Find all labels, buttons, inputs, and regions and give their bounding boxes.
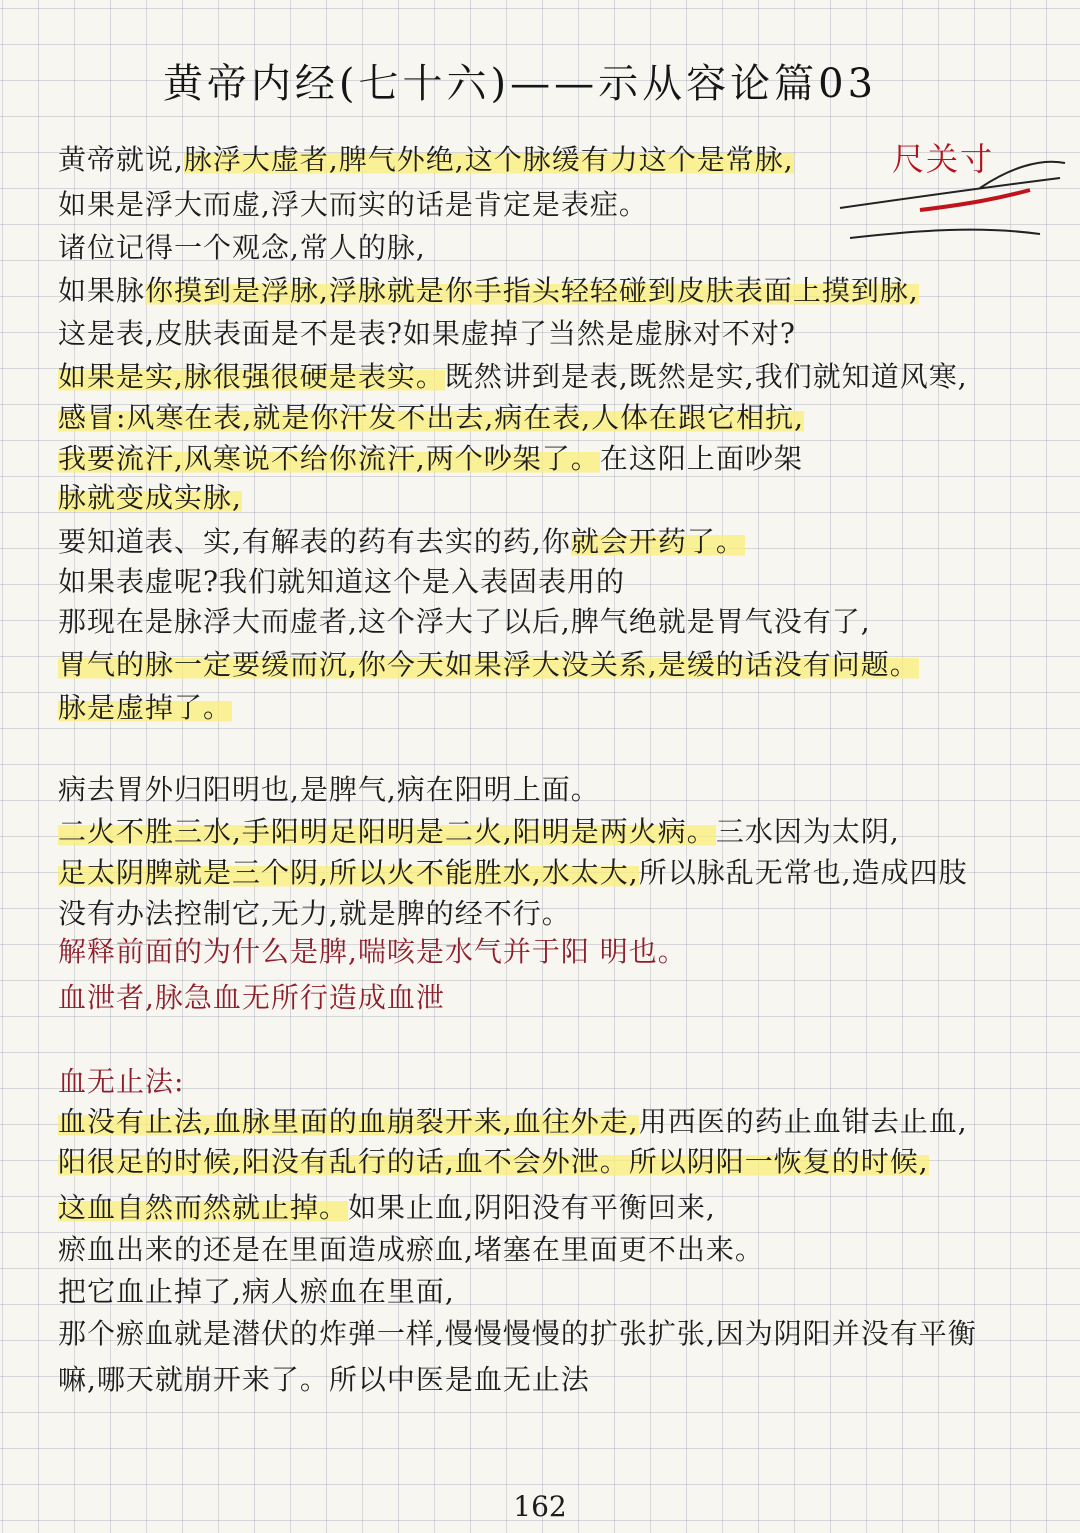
- text-line: 二火不胜三水,手阳明足阳明是二火,阳明是两火病。三水因为太阴,: [58, 815, 900, 848]
- text-line-red: 血泄者,脉急血无所行造成血泄: [58, 981, 445, 1014]
- text-line: 脉就变成实脉,: [58, 481, 242, 514]
- text-line: 没有办法控制它,无力,就是脾的经不行。: [58, 897, 571, 930]
- text-line: 瘀血出来的还是在里面造成瘀血,堵塞在里面更不出来。: [58, 1233, 764, 1266]
- text-line: 脉是虚掉了。: [58, 691, 233, 724]
- text-line-red: 解释前面的为什么是脾,喘咳是水气并于阳 明也。: [58, 935, 687, 968]
- text-line: 如果是浮大而虚,浮大而实的话是肯定是表症。: [58, 188, 648, 221]
- pen-strokes: [830, 138, 1070, 248]
- text-line: 要知道表、实,有解表的药有去实的药,你就会开药了。: [58, 525, 745, 558]
- text-line: 黄帝就说,脉浮大虚者,脾气外绝,这个脉缓有力这个是常脉,: [58, 143, 794, 176]
- section-heading: 血无止法:: [58, 1065, 185, 1098]
- text-line: 那现在是脉浮大而虚者,这个浮大了以后,脾气绝就是胃气没有了,: [58, 605, 871, 638]
- text-line: 阳很足的时候,阳没有乱行的话,血不会外泄。所以阴阳一恢复的时候,: [58, 1145, 929, 1178]
- text-line: 如果表虚呢?我们就知道这个是入表固表用的: [58, 565, 626, 598]
- page-title: 黄帝内经(七十六)——示从容论篇03: [162, 61, 878, 107]
- text-line: 把它血止掉了,病人瘀血在里面,: [58, 1275, 455, 1308]
- text-line: 这血自然而然就止掉。如果止血,阴阳没有平衡回来,: [58, 1191, 716, 1224]
- text-line: 感冒:风寒在表,就是你汗发不出去,病在表,人体在跟它相抗,: [58, 401, 805, 434]
- margin-annotation: 尺关寸: [892, 140, 995, 178]
- text-line: 我要流汗,风寒说不给你流汗,两个吵架了。在这阳上面吵架: [58, 442, 803, 475]
- text-line: 嘛,哪天就崩开来了。所以中医是血无止法: [58, 1363, 590, 1396]
- text-line: 这是表,皮肤表面是不是表?如果虚掉了当然是虚脉对不对?: [58, 317, 796, 350]
- text-line: 诸位记得一个观念,常人的脉,: [58, 231, 426, 264]
- text-line: 血没有止法,血脉里面的血崩裂开来,血往外走,用西医的药止血钳去止血,: [58, 1105, 968, 1138]
- page-number: 162: [513, 1490, 567, 1523]
- text-line: 胃气的脉一定要缓而沉,你今天如果浮大没关系,是缓的话没有问题。: [58, 648, 919, 681]
- text-line: 病去胃外归阳明也,是脾气,病在阳明上面。: [58, 773, 600, 806]
- text-line: 那个瘀血就是潜伏的炸弹一样,慢慢慢慢的扩张扩张,因为阴阳并没有平衡: [58, 1317, 977, 1350]
- text-line: 足太阴脾就是三个阴,所以火不能胜水,水太大,所以脉乱无常也,造成四肢: [58, 856, 968, 889]
- text-line: 如果是实,脉很强很硬是表实。既然讲到是表,既然是实,我们就知道风寒,: [58, 360, 968, 393]
- text-line: 如果脉你摸到是浮脉,浮脉就是你手指头轻轻碰到皮肤表面上摸到脉,: [58, 274, 919, 307]
